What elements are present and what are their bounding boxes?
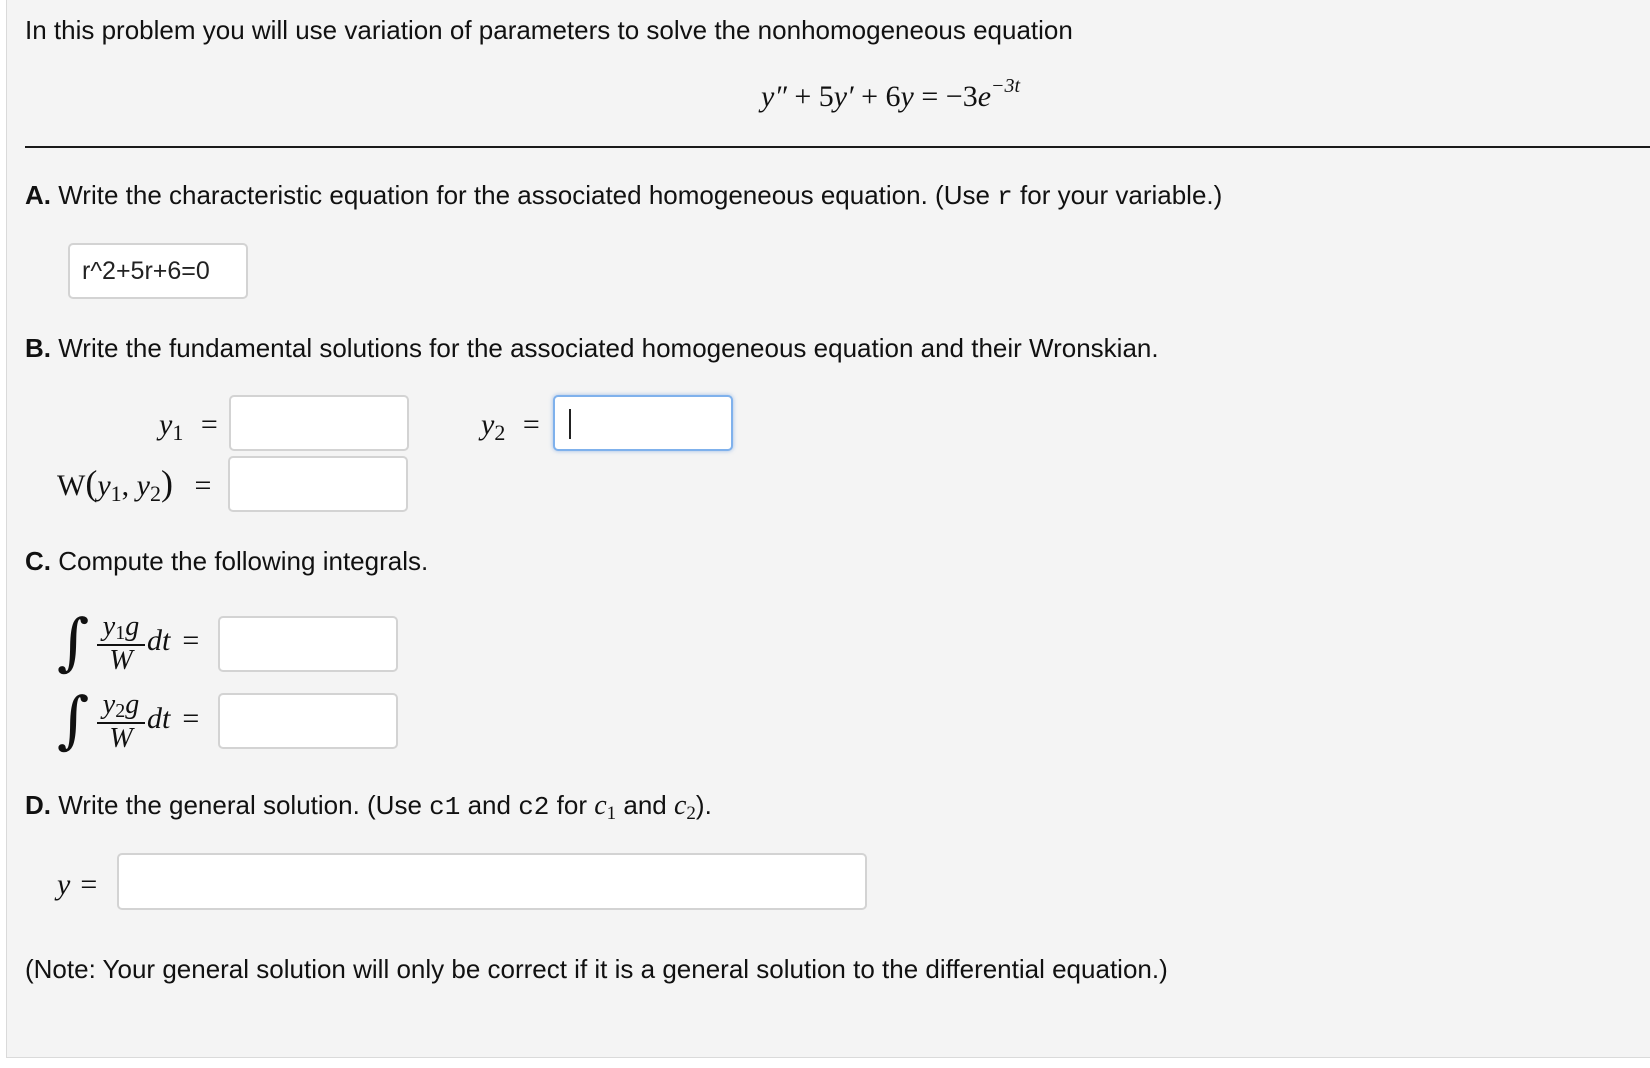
- part-d-letter: D.: [25, 790, 51, 820]
- part-d-c1-code: c1: [429, 792, 461, 822]
- part-a-text-after: for your variable.): [1012, 180, 1223, 210]
- y2-equals: =: [522, 408, 540, 441]
- part-a-prompt: [25, 180, 1222, 212]
- integral-2-dt: [147, 702, 199, 736]
- int1-num-sub: 1: [115, 622, 126, 644]
- y2-label-y: y: [481, 408, 495, 441]
- int1-equals: =: [182, 624, 200, 657]
- note-text: (Note: Your general solution will only be correct if it is a general solution to the differential equation.): [25, 954, 1168, 984]
- eq-exponent: −3t: [991, 75, 1021, 97]
- integral-2-fraction: [97, 690, 145, 754]
- eq-y-prime: y′: [833, 80, 854, 113]
- integral-1-numerator: [97, 612, 145, 644]
- wronskian-y1: y: [97, 469, 111, 502]
- wronskian-equals: =: [194, 469, 212, 502]
- integral-2-symbol: ∫: [57, 683, 90, 756]
- intro-text: In this problem you will use variation of parameters to solve the nonhomogeneous equation: [25, 15, 1073, 45]
- part-d-and-2: and: [616, 790, 674, 820]
- part-b-text: Write the fundamental solutions for the associated homogeneous equation and their Wronskian.: [51, 333, 1159, 363]
- part-c-text: Compute the following integrals.: [51, 546, 429, 576]
- int2-num-y: y: [102, 689, 116, 720]
- integral-1-symbol: ∫: [57, 605, 90, 678]
- part-c-prompt: [25, 546, 428, 576]
- part-a-variable: r: [997, 182, 1013, 212]
- wronskian-input[interactable]: [228, 456, 408, 512]
- wronskian-y2: y: [136, 469, 150, 502]
- general-solution-equals: =: [80, 868, 98, 901]
- part-b-letter: B.: [25, 333, 51, 363]
- wronskian-close-paren: ): [160, 463, 173, 503]
- part-c-letter: C.: [25, 546, 51, 576]
- c2-sub: 2: [686, 803, 696, 824]
- int1-num-g: g: [125, 611, 140, 642]
- int2-dt: dt: [147, 702, 171, 735]
- y1-equals: =: [200, 408, 218, 441]
- integral-1-input[interactable]: [218, 616, 398, 672]
- y2-input[interactable]: [553, 395, 733, 451]
- general-solution-input[interactable]: [117, 853, 867, 910]
- wronskian-y2-sub: 2: [149, 481, 161, 506]
- eq-y-double-prime: y″: [761, 80, 787, 113]
- part-a-letter: A.: [25, 180, 51, 210]
- wronskian-label: [57, 463, 212, 506]
- integral-1-dt: [147, 624, 199, 658]
- y1-label: [159, 408, 218, 444]
- section-divider: [25, 146, 1650, 148]
- integral-2-numerator: [97, 690, 145, 722]
- eq-equals-rhs: = −3: [913, 80, 978, 113]
- int2-num-g: g: [125, 689, 140, 720]
- y1-input[interactable]: [229, 395, 409, 451]
- part-d-for: for: [549, 790, 595, 820]
- int1-num-y: y: [102, 611, 116, 642]
- part-d-text-before: Write the general solution. (Use: [51, 790, 430, 820]
- eq-e: e: [977, 80, 992, 113]
- wronskian-open-paren: (: [85, 463, 98, 503]
- part-d-text-after: ).: [695, 790, 712, 820]
- eq-plus-5: + 5: [786, 80, 834, 113]
- part-d-and-1: and: [460, 790, 519, 820]
- general-solution-y: y: [57, 868, 71, 901]
- part-d-c1-math: [594, 790, 617, 824]
- wronskian-y1-sub: 1: [110, 481, 122, 506]
- integral-1-fraction: [97, 612, 145, 676]
- main-equation: [761, 75, 1021, 117]
- y1-label-y: y: [159, 408, 173, 441]
- c1-letter: c: [594, 790, 607, 821]
- c1-sub: 1: [606, 803, 617, 824]
- part-d-prompt: [25, 790, 712, 824]
- integral-2-input[interactable]: [218, 693, 398, 749]
- int1-dt: dt: [147, 624, 171, 657]
- integral-2-denominator: W: [109, 723, 133, 754]
- y2-label-sub: 2: [494, 420, 506, 445]
- general-solution-label: [57, 868, 97, 902]
- part-b-prompt: [25, 333, 1159, 363]
- characteristic-equation-input[interactable]: [68, 243, 248, 299]
- int2-num-sub: 2: [115, 700, 126, 722]
- wronskian-comma: ,: [121, 469, 137, 502]
- int2-equals: =: [182, 702, 200, 735]
- text-caret: [569, 409, 571, 439]
- eq-plus-6: + 6: [853, 80, 901, 113]
- part-a-text-before: Write the characteristic equation for the associated homogeneous equation. (Use: [51, 180, 998, 210]
- integral-1-denominator: W: [109, 645, 133, 676]
- wronskian-w: W: [57, 469, 86, 502]
- problem-panel: [6, 0, 1650, 1058]
- y1-label-sub: 1: [172, 420, 184, 445]
- y2-label: [481, 408, 540, 444]
- part-d-c2-math: [673, 790, 696, 824]
- eq-y: y: [900, 80, 914, 113]
- part-d-c2-code: c2: [518, 792, 550, 822]
- c2-letter: c: [673, 790, 687, 821]
